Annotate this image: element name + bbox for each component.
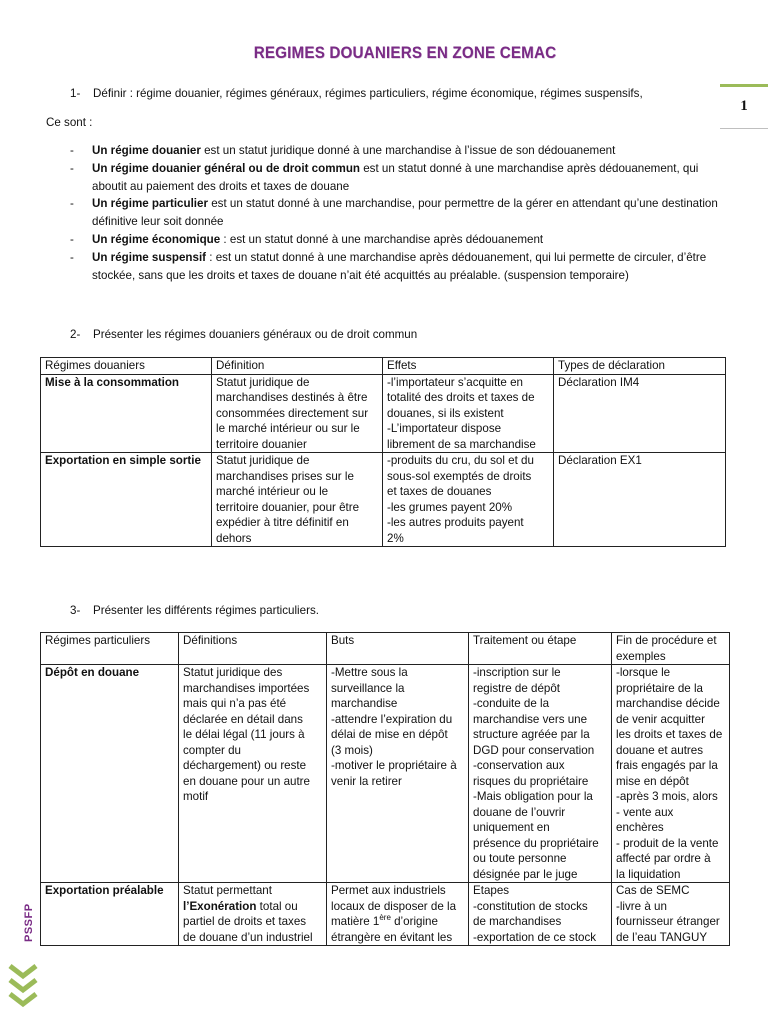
definition-term: Un régime douanier général ou de droit commun <box>92 161 360 175</box>
definition-item: - Un régime économique : est un statut donné à une marchandise après dédouanement <box>70 232 544 246</box>
table-cell: -inscription sur le registre de dépôt -conduite de la marchandise vers une structure agréée par la DGD pour conservation -conservation aux risques du propriétaire -Mais obligation pour la douane de l’ouvrir uniquement en présence du propriétaire ou toute personne désignée par le juge <box>469 665 612 883</box>
definition-item: - Un régime suspensif : est un statut donné à une marchandise après dédouanement, qui lui permette de circuler, d’être stockée, sans que les droits et taxes de douane n’ait été acquittés au préalable. (suspension temporaire) <box>70 250 707 282</box>
table-cell: Déclaration IM4 <box>554 374 726 453</box>
table-row <box>41 374 726 453</box>
question-3-text: Présenter les différents régimes particuliers. <box>93 604 319 617</box>
side-label-text: PSSFP <box>23 903 35 942</box>
table-cell <box>41 665 179 883</box>
page-number-rule <box>720 128 768 129</box>
special-regimes-table <box>40 632 730 946</box>
definition-item: - Un régime particulier est un statut donné à une marchandise, pour permettre de la gérer en attendant qu’une destination définitive leur soit donnée <box>70 197 718 229</box>
buts-text: d’origine étrangère en évitant les <box>331 915 453 944</box>
document-title: REGIMES DOUANIERS EN ZONE CEMAC <box>253 44 557 62</box>
table-cell: Statut juridique de marchandises destinés à être consommées directement sur le marché intérieur ou sur le territoire douanier <box>212 374 383 453</box>
definition-term: Un régime économique <box>92 232 221 246</box>
chevron-down-icon <box>8 962 38 1012</box>
table-cell: Cas de SEMC -livre à un fournisseur étranger de l’eau TANGUY <box>612 883 730 946</box>
general-regimes-table <box>40 357 726 547</box>
table-cell <box>327 883 469 946</box>
definition-emphasis: l’Exonération <box>183 899 257 913</box>
question-2-number: 2- <box>70 328 81 341</box>
table-header-row <box>41 358 726 375</box>
table-row <box>41 883 730 946</box>
ce-sont-label: Ce sont : <box>46 116 93 129</box>
regime-name: Dépôt en douane <box>45 666 140 679</box>
question-2-text: Présenter les régimes douaniers généraux ou de droit commun <box>93 328 418 341</box>
table-header-cell: Définition <box>212 358 383 375</box>
table-cell: Etapes -constitution de stocks de marchandises -exportation de ce stock <box>469 883 612 946</box>
definition-text: est un statut donné à une marchandise, pour permettre de la gérer en attendant qu’une destination définitive leur soit donnée <box>92 197 718 229</box>
table-header-cell: Traitement ou étape <box>469 633 612 665</box>
definition-text: : est un statut donné à une marchandise après dédouanement, qui lui permette de circuler, d’être stockée, sans que les droits et taxes de douane n’ait été acquittés au préalable. (suspension temporaire) <box>92 250 707 282</box>
definition-item: - Un régime douanier est un statut juridique donné à une marchandise à l’issue de son dédouanement <box>70 144 616 157</box>
question-3-number: 3- <box>70 604 81 617</box>
definition-term: Un régime particulier <box>92 197 208 211</box>
table-cell: -produits du cru, du sol et du sous-sol exemptés de droits et taxes de douanes -les grumes payent 20% -les autres produits payent 2% <box>383 453 554 547</box>
table-header-cell: Définitions <box>179 633 327 665</box>
definition-term: Un régime douanier <box>92 144 201 157</box>
table-cell <box>41 453 212 547</box>
question-1 <box>70 86 730 102</box>
definition-text: : est un statut donné à une marchandise après dédouanement <box>220 232 544 246</box>
table-header-cell: Régimes douaniers <box>41 358 212 375</box>
table-cell <box>179 883 327 946</box>
table-cell: Statut juridique de marchandises prises sur le marché intérieur ou le territoire douanier, pour être expédier à titre définitif en dehors <box>212 453 383 547</box>
definition-text: total ou partiel de droits et taxes de douane d’un industriel <box>183 899 313 944</box>
question-2 <box>70 327 730 343</box>
question-1-number: 1- <box>70 87 81 100</box>
table-cell: -Mettre sous la surveillance la marchandise -attendre l’expiration du délai de mise en dépôt (3 mois) -motiver le propriétaire à venir la retirer <box>327 665 469 883</box>
table-row <box>41 453 726 547</box>
table-header-cell: Fin de procédure et exemples <box>612 633 730 665</box>
table-cell: -l’importateur s’acquitte en totalité des droits et taxes de douanes, si ils existent -L’importateur dispose librement de sa marchandise <box>383 374 554 453</box>
regime-name: Mise à la consommation <box>45 375 180 389</box>
definitions-list <box>70 142 730 284</box>
table-cell: -lorsque le propriétaire de la marchandise décide de venir acquitter les droits et taxes de douane et autres frais engagés par la mise en dépôt -après 3 mois, alors - vente aux enchères - produit de la vente affecté par ordre à la liquidation <box>612 665 730 883</box>
table-cell <box>41 883 179 946</box>
regime-name: Exportation préalable <box>45 884 164 897</box>
table-header-cell: Buts <box>327 633 469 665</box>
question-3 <box>70 603 730 619</box>
definition-term: Un régime suspensif <box>92 250 207 264</box>
definition-text: Statut permettant <box>183 884 272 897</box>
question-1-text: Définir : régime douanier, régimes généraux, régimes particuliers, régime économique, régimes suspensifs, <box>93 87 643 100</box>
table-cell <box>41 374 212 453</box>
side-label <box>7 880 35 942</box>
table-row <box>41 665 730 883</box>
regime-name: Exportation en simple sortie <box>45 454 201 467</box>
page-number: 1 <box>740 98 748 114</box>
buts-text: Permet aux industriels locaux de disposer de la matière 1 <box>331 884 457 928</box>
definition-text: est un statut juridique donné à une marchandise à l’issue de son dédouanement <box>200 144 616 157</box>
table-header-row <box>41 633 730 665</box>
definition-item: - Un régime douanier général ou de droit commun est un statut donné à une marchandise après dédouanement, qui aboutit au paiement des droits et taxes de douane <box>70 161 699 193</box>
definition-text: est un statut donné à une marchandise après dédouanement, qui aboutit au paiement des droits et taxes de douane <box>92 161 699 193</box>
superscript: ère <box>379 913 391 923</box>
table-header-cell: Régimes particuliers <box>41 633 179 665</box>
table-header-cell: Types de déclaration <box>554 358 726 375</box>
table-cell: Statut juridique des marchandises importées mais qui n’a pas été déclarée en détail dans le délai légal (11 jours à compter du déchargement) ou reste en douane pour un autre motif <box>179 665 327 883</box>
table-cell: Déclaration EX1 <box>554 453 726 547</box>
table-header-cell: Effets <box>383 358 554 375</box>
